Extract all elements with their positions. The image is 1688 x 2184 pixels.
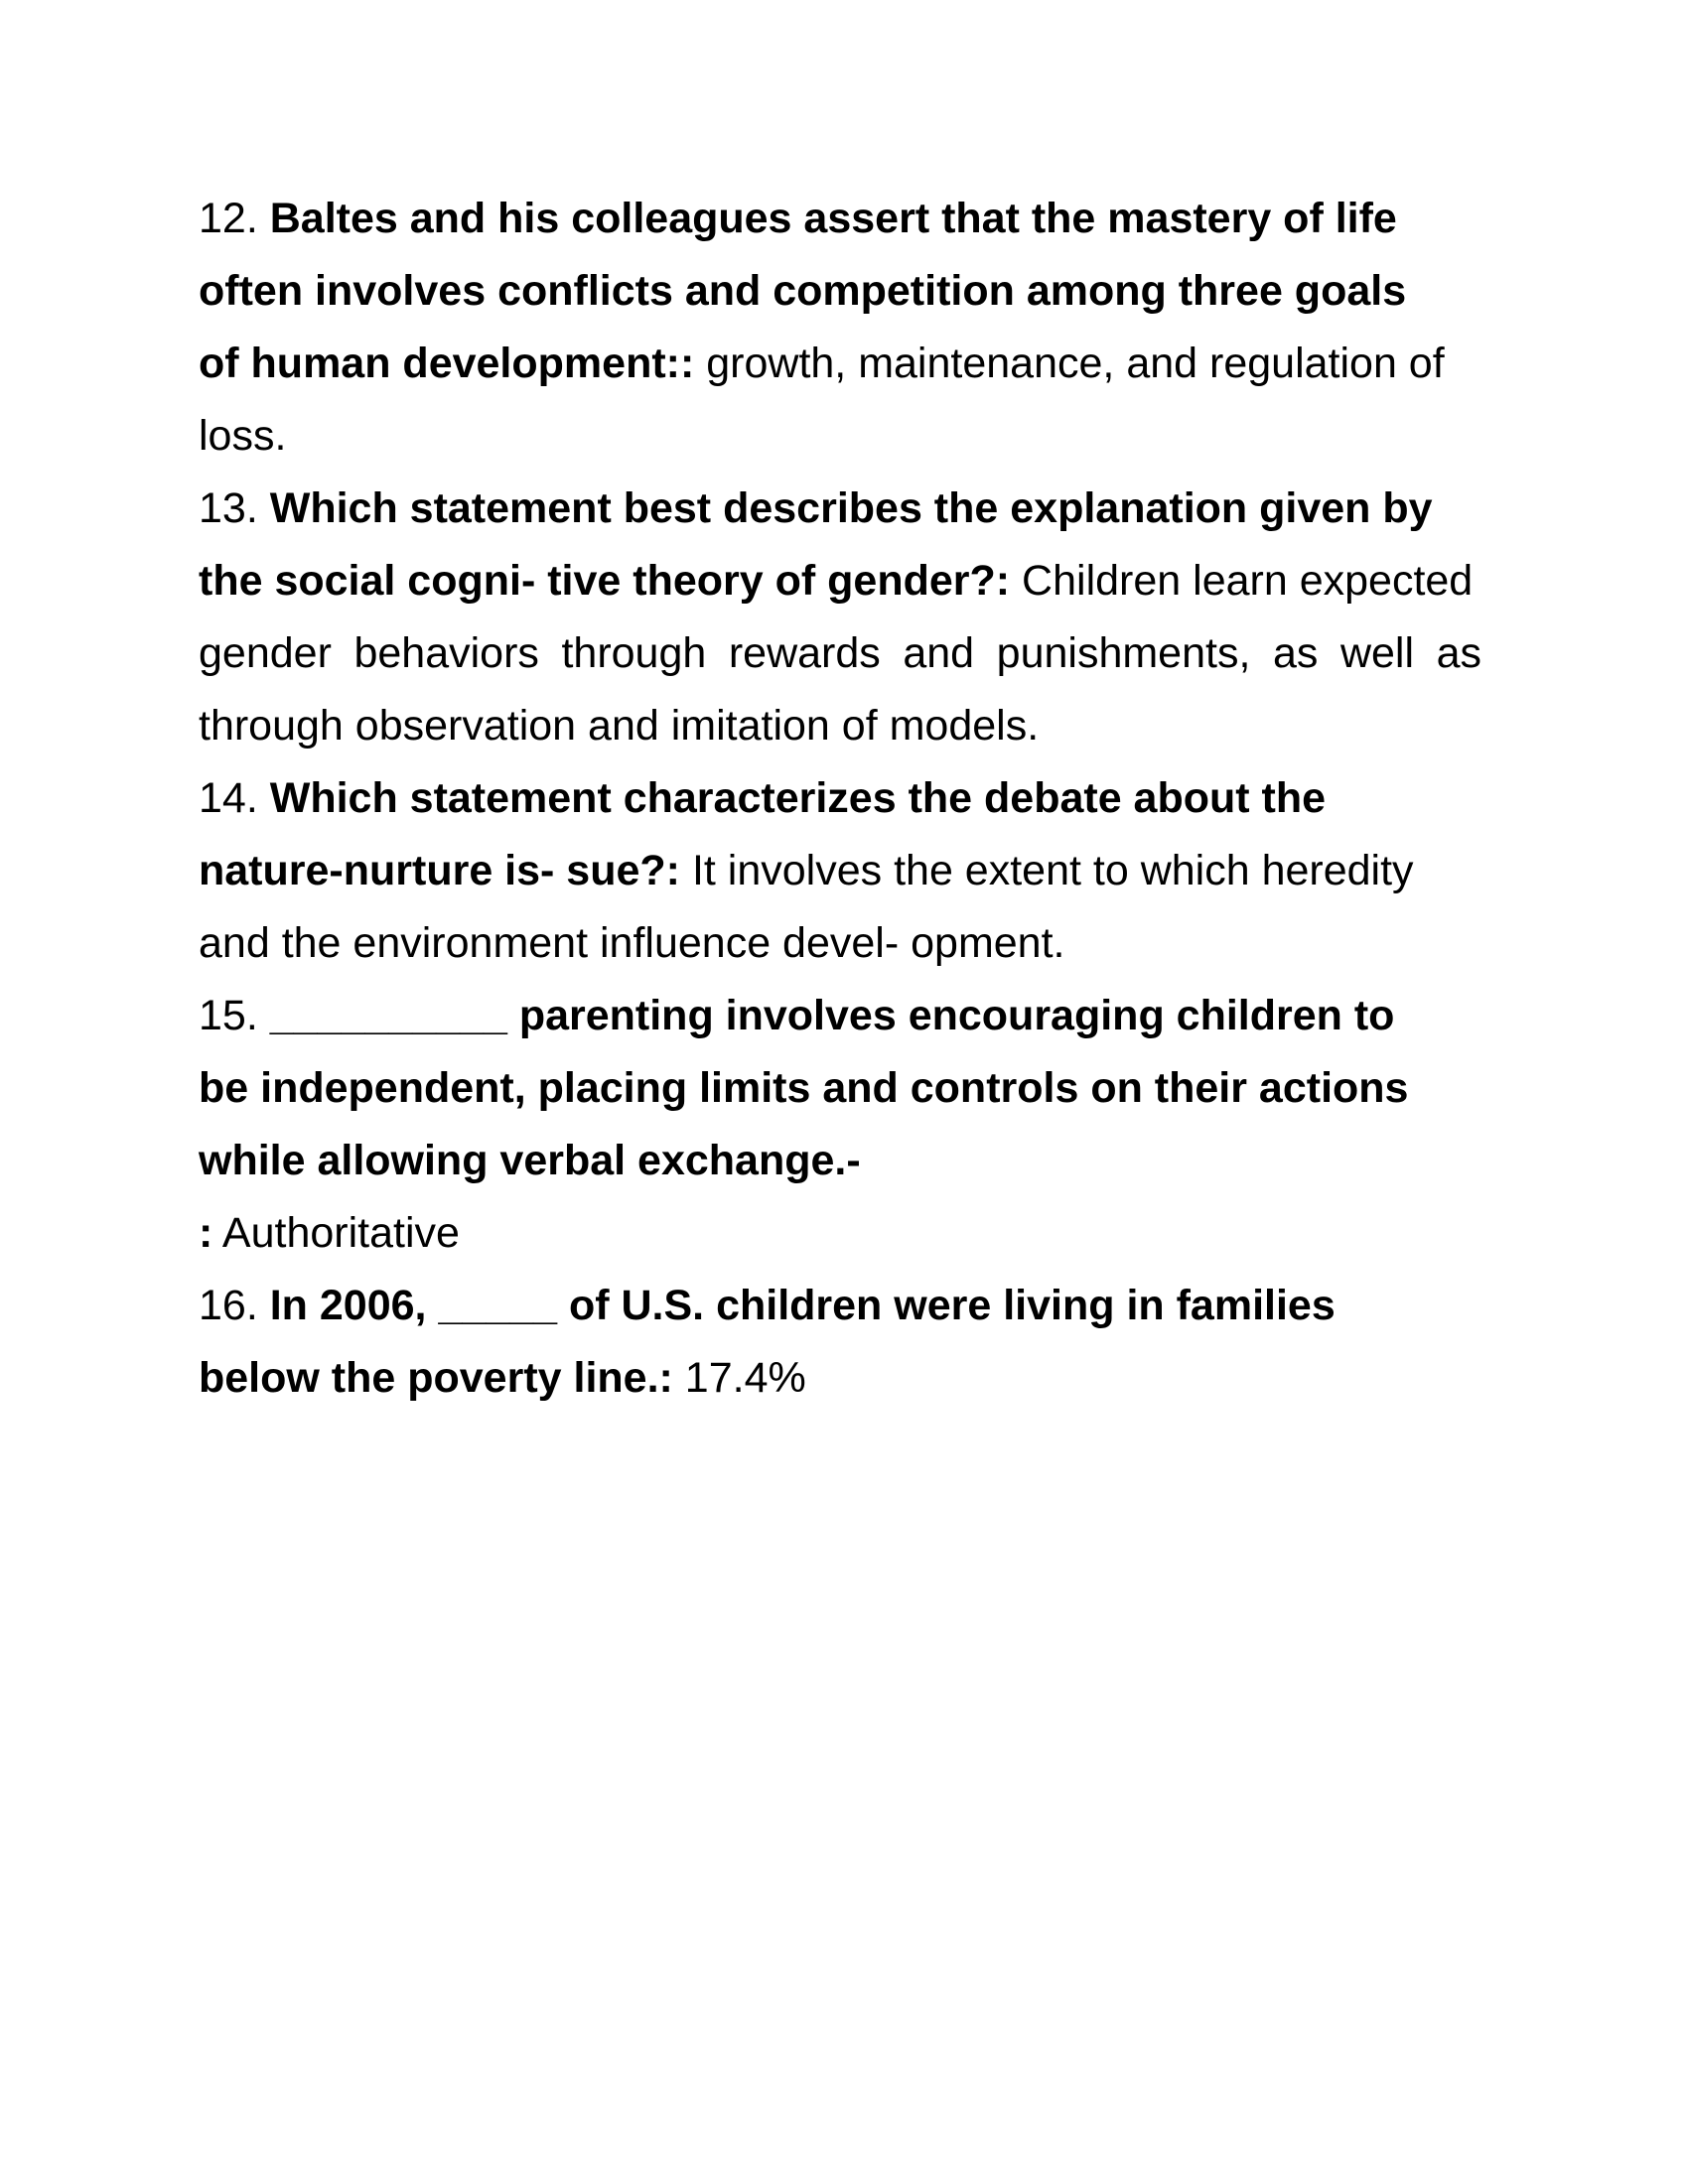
answer-text: Authoritative <box>212 1209 460 1257</box>
question-number: 16. <box>199 1282 258 1329</box>
q15-line-4 <box>199 1203 1481 1263</box>
q14-line-1 <box>199 768 1481 828</box>
question-number: 13. <box>199 484 258 532</box>
question-number: 15. <box>199 992 258 1039</box>
question-text: be independent, placing limits and controls on their actions <box>199 1064 1409 1112</box>
answer-text: and the environment influence devel- opment. <box>199 919 1065 967</box>
question-text: Which statement best describes the explanation given by <box>257 484 1433 532</box>
q14-line-3 <box>199 913 1481 973</box>
q12-line-2 <box>199 261 1481 321</box>
answer-text: through observation and imitation of models. <box>199 702 1040 750</box>
q16-line-2 <box>199 1348 1481 1408</box>
q12-line-3 <box>199 334 1481 393</box>
q12-line-4 <box>199 406 1481 466</box>
question-text: below the poverty line.: <box>199 1354 673 1402</box>
answer-text: 17.4% <box>672 1354 806 1402</box>
question-text: nature-nurture is- sue?: <box>199 847 680 894</box>
question-number: 12. <box>199 195 258 242</box>
q13-line-3 <box>199 623 1481 683</box>
question-text: : <box>199 1209 213 1257</box>
answer-text: Children learn expected <box>1010 557 1474 605</box>
question-text: In 2006, _____ of U.S. children were living in families <box>257 1282 1336 1329</box>
q14-line-2 <box>199 841 1481 900</box>
question-text: often involves conflicts and competition among three goals <box>199 267 1407 315</box>
q13-line-1 <box>199 478 1481 538</box>
q15-line-1 <box>199 986 1481 1045</box>
answer-text: loss. <box>199 412 287 460</box>
q13-line-4 <box>199 696 1481 755</box>
q13-line-2 <box>199 551 1481 611</box>
question-text: Baltes and his colleagues assert that the mastery of life <box>269 195 1397 242</box>
question-text: the social cogni- tive theory of gender?: <box>199 557 1011 605</box>
q15-line-2 <box>199 1058 1481 1118</box>
question-text: of human development:: <box>199 340 695 387</box>
answer-text: gender behaviors through rewards and punishments, as well as <box>199 629 1481 677</box>
question-text: __________ parenting involves encouraging children to <box>257 992 1395 1039</box>
question-number: 14. <box>199 774 258 822</box>
answer-text: It involves the extent to which heredity <box>680 847 1414 894</box>
answer-text: growth, maintenance, and regulation of <box>694 340 1445 387</box>
q12-line-1 <box>199 189 1481 248</box>
q15-line-3 <box>199 1131 1481 1190</box>
question-text: Which statement characterizes the debate about the <box>257 774 1327 822</box>
question-text: while allowing verbal exchange.- <box>199 1137 861 1184</box>
q16-line-1 <box>199 1276 1481 1335</box>
